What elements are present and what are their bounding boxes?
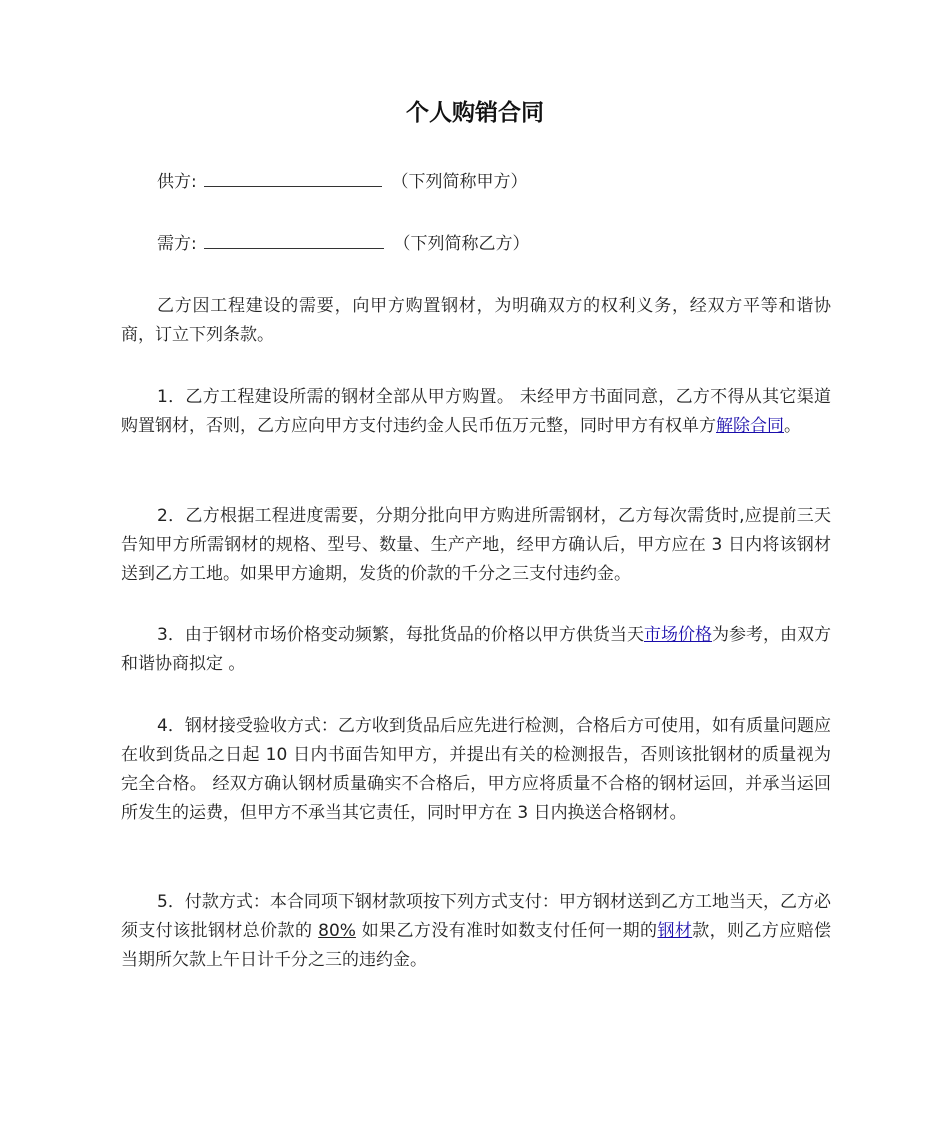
- supplier-line: [157, 168, 528, 196]
- clause-2: 2．乙方根据工程进度需要，分期分批向甲方购进所需钢材，乙方每次需货时,应提前三天告知甲方所需钢材的规格、型号、数量、生产产地，经甲方确认后，甲方应在 3 日内将该钢材送到乙方工地。如果甲方逾期，发货的价款的千分之三支付违约金。: [121, 506, 831, 584]
- document-title: 个人购销合同: [406, 100, 544, 126]
- clause-4: 4．钢材接受验收方式：乙方收到货品后应先进行检测，合格后方可使用，如有质量问题应在收到货品之日起 10 日内书面告知甲方，并提出有关的检测报告，否则该批钢材的质量视为完全合格。 经双方确认钢材质量确实不合格后，甲方应将质量不合格的钢材运回，并承当运回所发生的运费，但甲方不承当其它责任，同时甲方在 3 日内换送合格钢材。: [121, 716, 831, 823]
- buyer-blank: [204, 231, 384, 249]
- buyer-line: [157, 230, 530, 258]
- buyer-suffix: （下列简称乙方）: [393, 234, 530, 254]
- supplier-suffix: （下列简称甲方）: [391, 172, 528, 192]
- payment-percent: 80%: [318, 921, 356, 941]
- clause-5: [121, 888, 831, 975]
- clause-3: [121, 621, 831, 679]
- clause-5-end: 款，则乙方应赔偿当期所欠款上午日计千分之三的违约金。: [121, 921, 832, 970]
- terminate-contract-link[interactable]: 解除合同: [716, 416, 784, 436]
- intro-paragraph: 乙方因工程建设的需要，向甲方购置钢材，为明确双方的权利义务，经双方平等和谐协商，订立下列条款。: [121, 296, 831, 345]
- clause-5-mid: 如果乙方没有准时如数支付任何一期的: [355, 921, 658, 941]
- supplier-blank: [204, 169, 382, 187]
- steel-link[interactable]: 钢材: [657, 921, 693, 941]
- buyer-label: 需方:: [157, 234, 197, 254]
- clause-1-end: 。: [784, 416, 801, 436]
- clause-5-text: 5．付款方式：本合同项下钢材款项按下列方式支付：甲方钢材送到乙方工地当天，乙方必须支付该批钢材总价款的: [121, 892, 831, 941]
- clause-1: [121, 383, 831, 441]
- clause-3-end: 为参考，由双方和谐协商拟定 。: [121, 625, 832, 674]
- clause-3-text: 3．由于钢材市场价格变动频繁，每批货品的价格以甲方供货当天: [157, 625, 644, 645]
- clause-1-text: 1．乙方工程建设所需的钢材全部从甲方购置。 未经甲方书面同意，乙方不得从其它渠道购置钢材，否则，乙方应向甲方支付违约金人民币伍万元整，同时甲方有权单方: [121, 387, 831, 436]
- supplier-label: 供方:: [157, 172, 197, 192]
- market-price-link[interactable]: 市场价格: [643, 625, 712, 645]
